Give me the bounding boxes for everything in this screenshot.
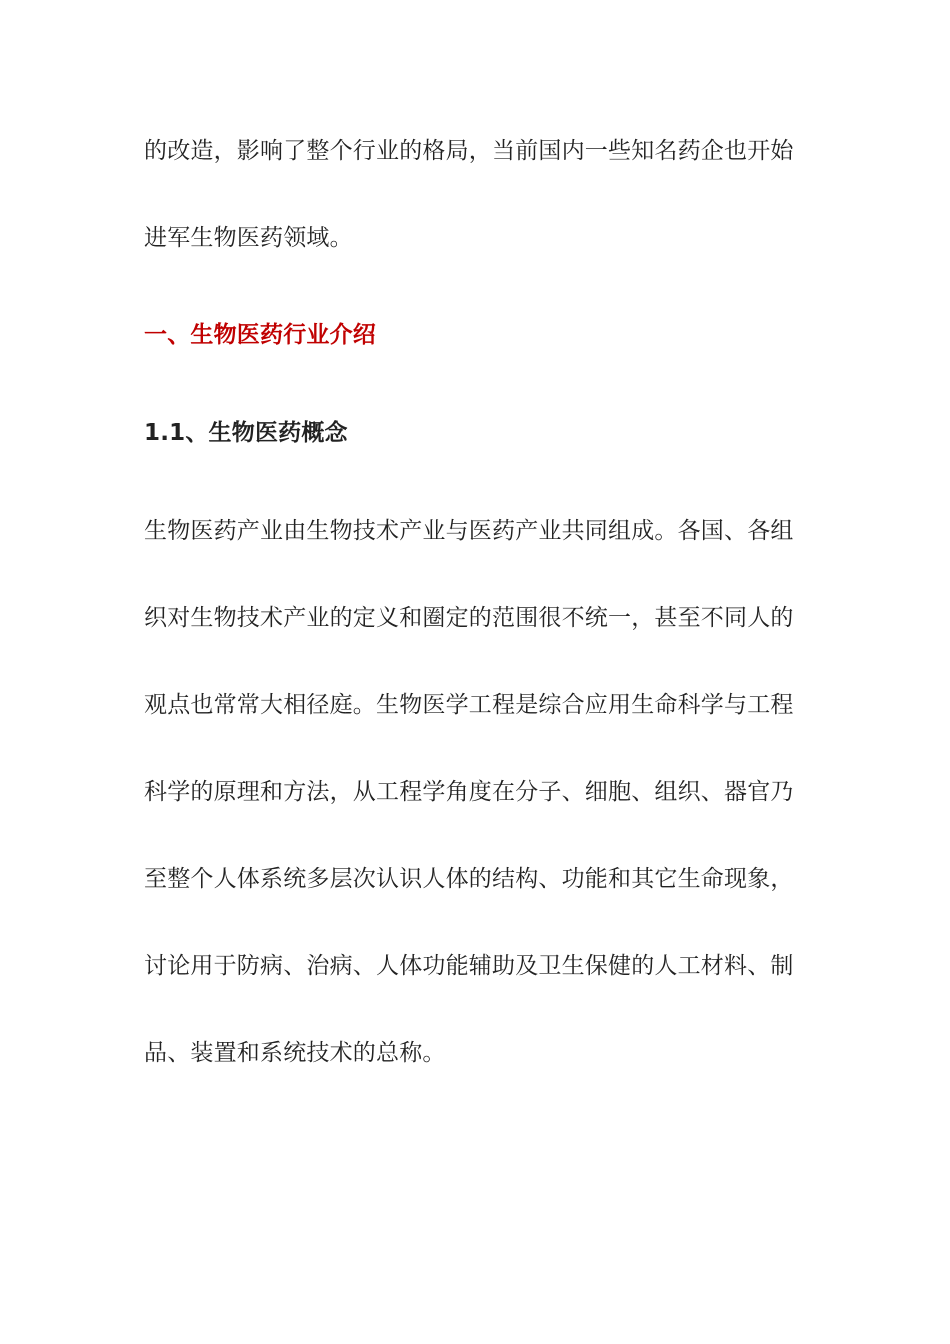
section-heading: 一、生物医药行业介绍	[144, 322, 376, 348]
body-paragraph-line: 生物医药产业由生物技术产业与医药产业共同组成。各国、各组	[144, 518, 794, 544]
intro-paragraph-line: 的改造，影响了整个行业的格局，当前国内一些知名药企也开始	[144, 138, 794, 164]
subsection-heading: 1.1、生物医药概念	[144, 420, 348, 446]
body-paragraph-line: 讨论用于防病、治病、人体功能辅助及卫生保健的人工材料、制	[144, 953, 794, 979]
body-paragraph-line: 织对生物技术产业的定义和圈定的范围很不统一，甚至不同人的	[144, 605, 794, 631]
body-paragraph-line: 至整个人体系统多层次认识人体的结构、功能和其它生命现象，	[144, 866, 794, 892]
body-paragraph-line: 观点也常常大相径庭。生物医学工程是综合应用生命科学与工程	[144, 692, 794, 718]
body-paragraph-line: 科学的原理和方法，从工程学角度在分子、细胞、组织、器官乃	[144, 779, 794, 805]
body-paragraph-line: 品、装置和系统技术的总称。	[144, 1040, 446, 1066]
intro-paragraph-line: 进军生物医药领域。	[144, 225, 353, 251]
